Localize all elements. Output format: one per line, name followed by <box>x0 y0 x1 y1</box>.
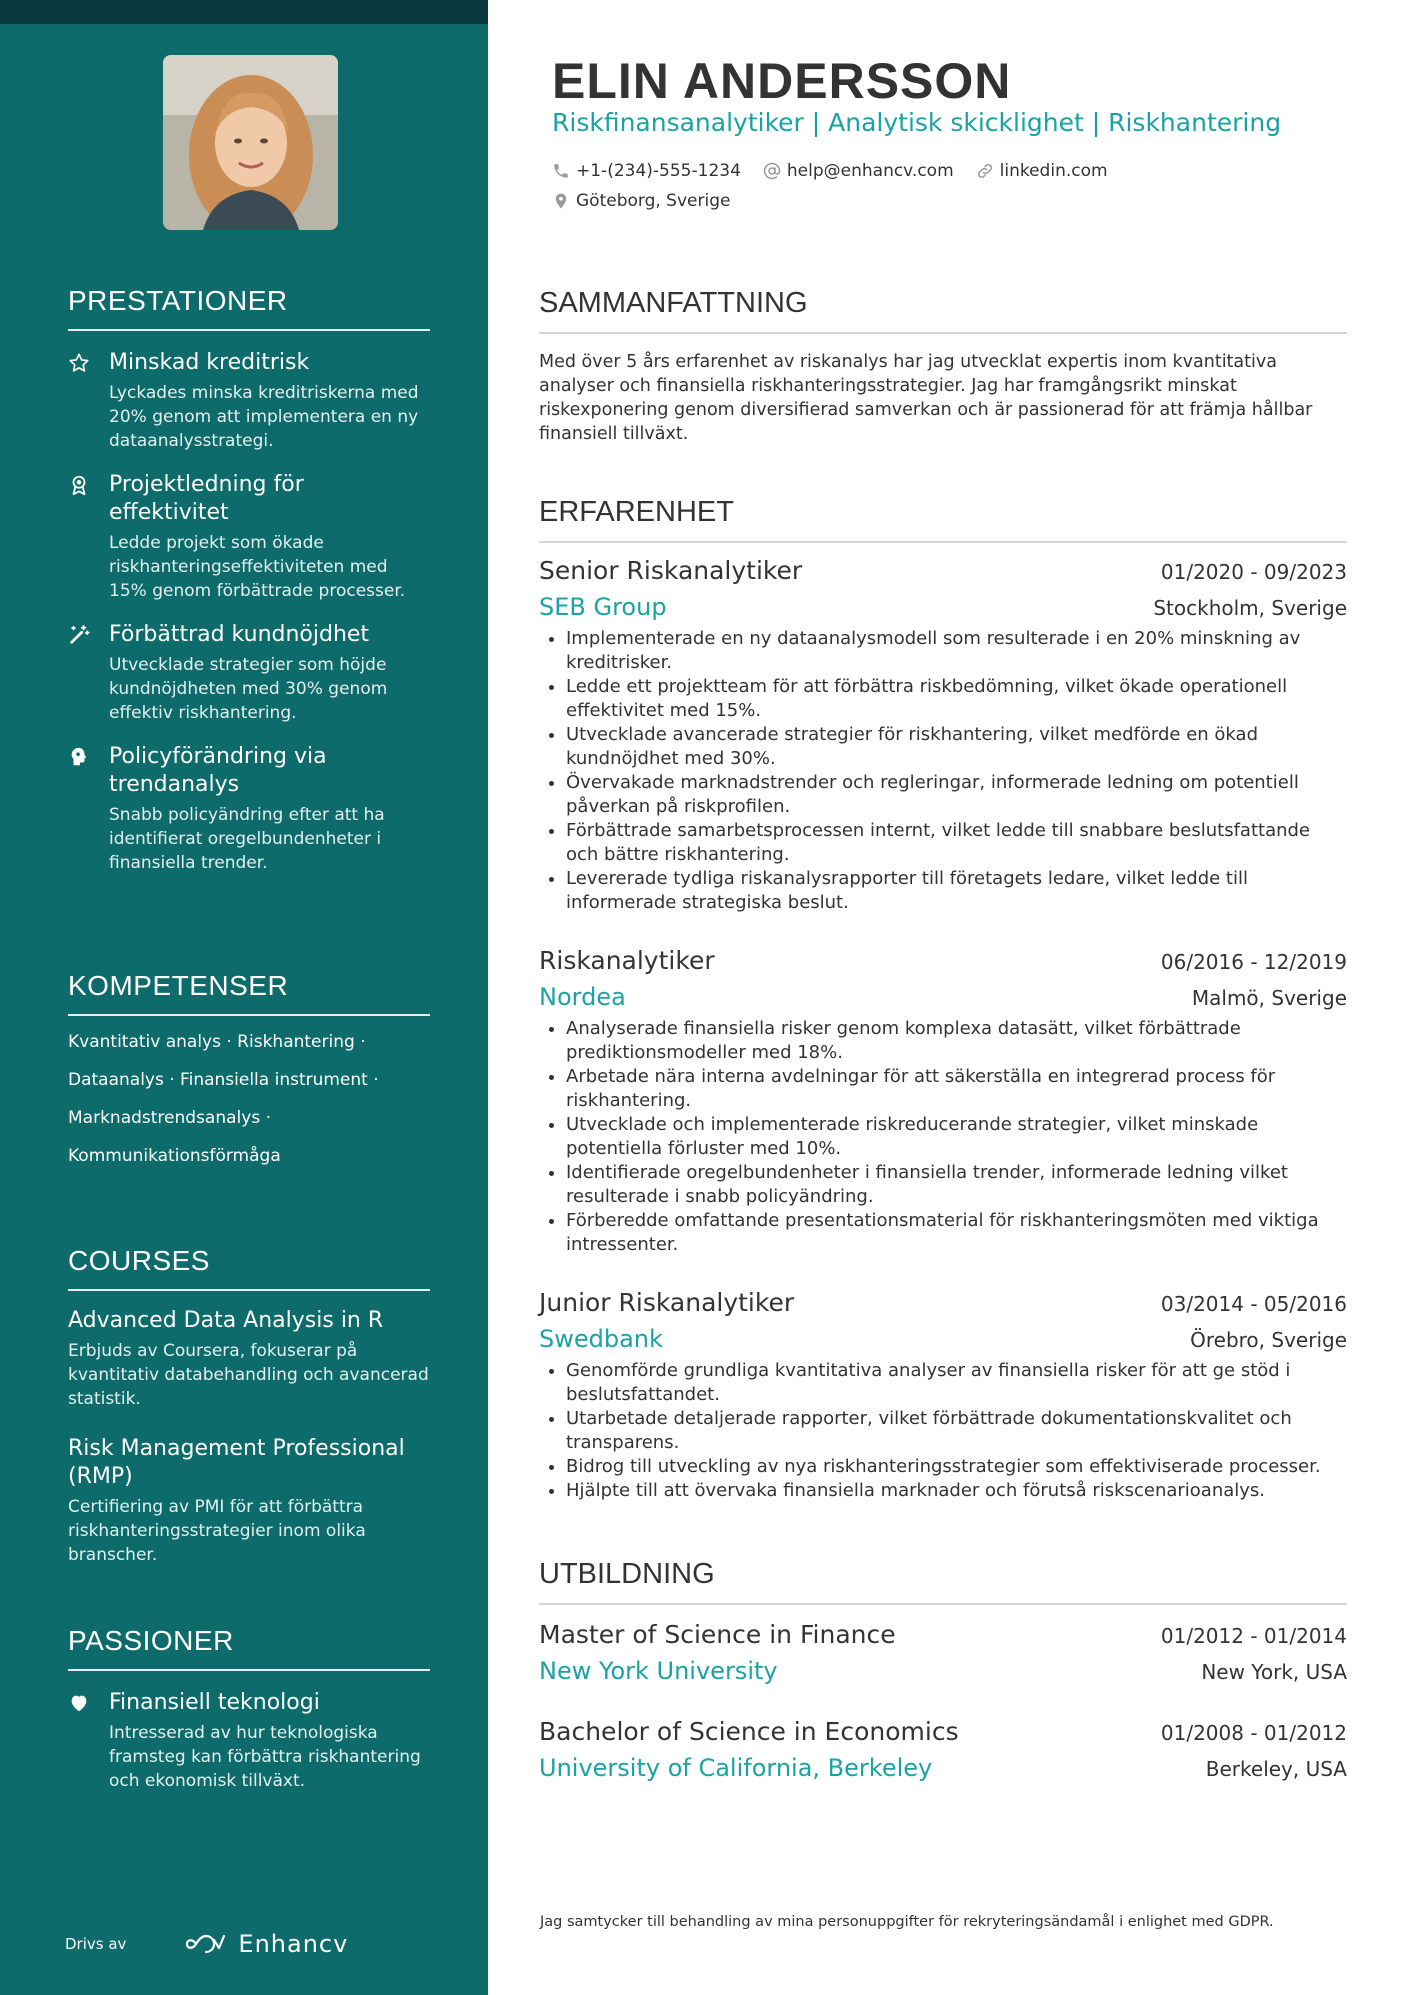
achievement-item <box>68 743 430 875</box>
linkedin-contact[interactable] <box>976 161 1108 181</box>
passions-section <box>68 1625 430 1793</box>
job-dates: 01/2020 - 09/2023 <box>1160 560 1347 584</box>
gdpr-consent: Jag samtycker till behandling av mina personuppgifter för rekryteringsändamål i enlighet med GDPR. <box>540 1914 1274 1930</box>
summary-title: SAMMANFATTNING <box>539 287 1347 334</box>
enhancv-logo[interactable] <box>184 1930 348 1958</box>
degree: Master of Science in Finance <box>539 1620 896 1649</box>
job-dates: 06/2016 - 12/2019 <box>1160 950 1347 974</box>
achievement-title: Policyförändring via trendanalys <box>109 744 327 797</box>
brain-icon <box>68 746 90 768</box>
achievement-title: Förbättrad kundnöjdhet <box>109 622 370 647</box>
contact-row-2 <box>552 191 752 211</box>
summary-text: Med över 5 års erfarenhet av riskanalys har jag utvecklat expertis inom kvantitativa analyser och finansiella riskhanteringsstrategier. Jag har framgångsrikt minskat riskexponering genom diversifierad samverkan och är passionerad för att främja hållbar finansiell tillväxt. <box>539 352 1313 444</box>
company-name: Nordea <box>539 983 626 1011</box>
passion-title: Finansiell teknologi <box>109 1690 320 1715</box>
courses-section <box>68 1245 430 1567</box>
job-bullet: • Utvecklade och implementerade riskreducerande strategier, vilket minskade potentiella förluster med 10%. <box>566 1113 1347 1161</box>
achievement-title: Projektledning för effektivitet <box>109 472 304 525</box>
achievement-item <box>68 349 430 453</box>
job-dates: 03/2014 - 05/2016 <box>1160 1292 1347 1316</box>
at-icon <box>763 162 781 180</box>
company-name: Swedbank <box>539 1325 663 1353</box>
location-contact <box>552 191 730 211</box>
profile-photo <box>163 55 338 230</box>
skill-line: Dataanalys · Finansiella instrument · <box>68 1070 379 1090</box>
education-entry <box>539 1717 1347 1782</box>
achievement-desc: Snabb policyändring efter att ha identifierat oregelbundenheter i finansiella trender. <box>109 805 385 873</box>
brand-name: Enhancv <box>238 1930 349 1958</box>
job-bullet: • Utvecklade avancerade strategier för riskhantering, vilket medförde en ökad kundnöjdhet med 30%. <box>566 723 1347 771</box>
contact-row <box>552 161 1130 181</box>
company-name: SEB Group <box>539 593 667 621</box>
skill-line: Kommunikationsförmåga <box>68 1146 281 1166</box>
linkedin-text: linkedin.com <box>999 161 1108 181</box>
main-content <box>488 0 1410 1995</box>
job-entry <box>539 946 1347 1257</box>
job-title: Riskanalytiker <box>539 946 715 975</box>
achievement-item <box>68 471 430 603</box>
school-name: New York University <box>539 1657 778 1685</box>
achievement-title: Minskad kreditrisk <box>109 350 310 375</box>
job-bullet: • Hjälpte till att övervaka finansiella marknader och förutså riskscenarioanalys. <box>566 1479 1347 1503</box>
sidebar-top-bar <box>0 0 488 24</box>
sidebar <box>0 0 488 1995</box>
job-bullet: • Analyserade finansiella risker genom komplexa datasätt, vilket förbättrade prediktionsmodeller med 18%. <box>566 1017 1347 1065</box>
degree: Bachelor of Science in Economics <box>539 1717 959 1746</box>
heart-icon <box>68 1692 90 1714</box>
education-dates: 01/2008 - 01/2012 <box>1160 1721 1347 1745</box>
education-title: UTBILDNING <box>539 1558 1347 1605</box>
passions-title: PASSIONER <box>68 1625 430 1671</box>
location-pin-icon <box>552 192 570 210</box>
passion-item <box>68 1689 430 1793</box>
star-icon <box>68 352 90 374</box>
achievement-item <box>68 621 430 725</box>
job-bullet: • Levererade tydliga riskanalysrapporter till företagets ledare, vilket ledde till informerade strategiska beslut. <box>566 867 1347 915</box>
job-bullet: • Bidrog till utveckling av nya riskhanteringsstrategier som effektiviserade processer. <box>566 1455 1347 1479</box>
achievement-desc: Utvecklade strategier som höjde kundnöjdheten med 30% genom effektiv riskhantering. <box>109 655 388 723</box>
passion-desc: Intresserad av hur teknologiska framsteg kan förbättra riskhantering och ekonomisk tillväxt. <box>109 1723 421 1791</box>
phone-text: +1-(234)-555-1234 <box>576 161 741 181</box>
job-bullets <box>539 1017 1347 1257</box>
school-name: University of California, Berkeley <box>539 1754 933 1782</box>
job-bullet: • Arbetade nära interna avdelningar för att säkerställa en integrerad process för riskhantering. <box>566 1065 1347 1113</box>
email-contact[interactable] <box>763 161 954 181</box>
course-desc: Erbjuds av Coursera, fokuserar på kvantitativ databehandling och avancerad statistik. <box>68 1341 429 1409</box>
powered-by <box>65 1930 348 1958</box>
job-bullets <box>539 1359 1347 1503</box>
job-bullet: • Implementerade en ny dataanalysmodell som resulterade i en 20% minskning av kreditrisker. <box>566 627 1347 675</box>
email-text: help@enhancv.com <box>786 161 954 181</box>
job-title: Senior Riskanalytiker <box>539 556 803 585</box>
job-entry <box>539 1288 1347 1503</box>
skills-section <box>68 970 430 1168</box>
phone-contact[interactable] <box>552 161 741 181</box>
course-desc: Certifiering av PMI för att förbättra riskhanteringsstrategier inom olika branscher. <box>68 1497 366 1565</box>
achievements-section <box>68 285 430 875</box>
job-bullet: • Ledde ett projektteam för att förbättra riskbedömning, vilket ökade operationell effektivitet med 15%. <box>566 675 1347 723</box>
job-bullet: • Förberedde omfattande presentationsmaterial för riskhanteringsmöten med viktiga intressenter. <box>566 1209 1347 1257</box>
course-item <box>68 1307 430 1411</box>
job-bullets <box>539 627 1347 915</box>
job-bullet: • Övervakade marknadstrender och regleringar, informerade ledning om potentiell påverkan på riskprofilen. <box>566 771 1347 819</box>
course-title: Risk Management Professional (RMP) <box>68 1436 405 1489</box>
phone-icon <box>552 162 570 180</box>
job-bullet: • Genomförde grundliga kvantitativa analyser av finansiella risker för att ge stöd i beslutsfattandet. <box>566 1359 1347 1407</box>
job-location: Stockholm, Sverige <box>1153 596 1347 620</box>
job-bullet: • Utarbetade detaljerade rapporter, vilket förbättrade dokumentationskvalitet och transparens. <box>566 1407 1347 1455</box>
magic-wand-icon <box>68 624 90 646</box>
job-entry <box>539 556 1347 915</box>
courses-title: COURSES <box>68 1245 430 1291</box>
infinity-logo-icon <box>184 1932 230 1956</box>
course-item <box>68 1435 430 1567</box>
achievement-desc: Lyckades minska kreditriskerna med 20% genom att implementera en ny dataanalysstrategi. <box>109 383 419 451</box>
achievement-desc: Ledde projekt som ökade riskhanteringseffektiviteten med 15% genom förbättrade processer. <box>109 533 406 601</box>
job-location: Örebro, Sverige <box>1190 1328 1347 1352</box>
link-icon <box>976 162 994 180</box>
skills-title: KOMPETENSER <box>68 970 430 1016</box>
education-location: New York, USA <box>1201 1660 1347 1684</box>
education-dates: 01/2012 - 01/2014 <box>1160 1624 1347 1648</box>
tagline: Riskfinansanalytiker | Analytisk skicklighet | Riskhantering <box>552 108 1282 137</box>
experience-title: ERFARENHET <box>539 496 1347 543</box>
powered-by-label: Drivs av <box>65 1935 127 1953</box>
achievements-title: PRESTATIONER <box>68 285 430 331</box>
job-title: Junior Riskanalytiker <box>539 1288 795 1317</box>
skill-line: Marknadstrendsanalys · <box>68 1108 271 1128</box>
skill-line: Kvantitativ analys · Riskhantering · <box>68 1032 366 1052</box>
education-location: Berkeley, USA <box>1205 1757 1347 1781</box>
education-entry <box>539 1620 1347 1685</box>
location-text: Göteborg, Sverige <box>576 191 731 211</box>
job-location: Malmö, Sverige <box>1191 986 1347 1010</box>
job-bullet: • Förbättrade samarbetsprocessen internt, vilket ledde till snabbare beslutsfattande och bättre riskhantering. <box>566 819 1347 867</box>
course-title: Advanced Data Analysis in R <box>68 1308 384 1333</box>
award-icon <box>68 474 90 496</box>
job-bullet: • Identifierade oregelbundenheter i finansiella trender, informerade ledning vilket resulterade i snabb policyändring. <box>566 1161 1347 1209</box>
candidate-name: ELIN ANDERSSON <box>552 53 1012 109</box>
